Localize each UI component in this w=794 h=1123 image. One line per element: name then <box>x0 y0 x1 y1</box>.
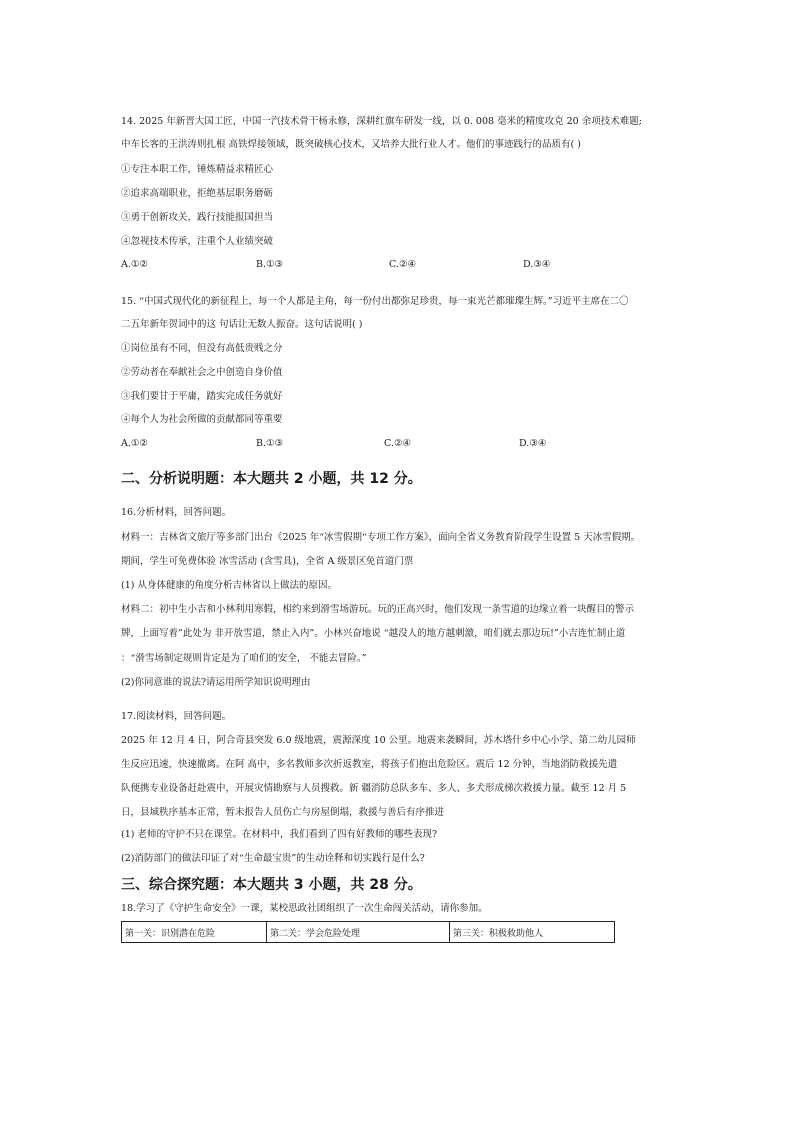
q15-item-1: ①岗位虽有不同，但没有高低贵贱之分 <box>121 343 283 354</box>
q14-item-3: ③勇于创新攻关，践行技能报国担当 <box>121 212 274 223</box>
q14-option-a[interactable]: A.①② <box>121 259 148 270</box>
q15-option-a[interactable]: A.①② <box>121 438 148 449</box>
q16-title: 16.分析材料，回答问题。 <box>121 507 232 518</box>
q15-options <box>121 438 601 450</box>
q15-stem-line-1: 15. “中国式现代化的新征程上，每一个人都是主角，每一份付出都弥足珍贵，每一束光芒都璀璨生辉。”习近平主席在二〇 <box>121 296 629 307</box>
section-3-heading: 三、综合探究题：本大题共 3 小题，共 28 分。 <box>121 877 422 893</box>
q14-stem-line-2: 中车长客的王洪涛则扎根 高铁焊接领域，既突破核心技术，又培养大批行业人才。他们的事迹践行的品质有( ) <box>121 139 581 150</box>
table-row <box>122 922 615 943</box>
q17-material-line-3: 队便携专业设备赶赴震中，开展灾情勘察与人员搜救。新 疆消防总队多车、多人、多犬形成梯次救援力量。截至 12 月 5 <box>121 783 627 794</box>
q18-intro: 18.学习了《守护生命安全》一课，某校思政社团组织了一次生命闯关活动，请你参加。 <box>121 903 488 914</box>
q14-item-2: ②追求高端职业，拒绝基层职务磨砺 <box>121 188 274 199</box>
q14-options <box>121 259 601 271</box>
q16-material-1-line-2: 期间，学生可免费体验 冰雪活动 (含雪具)，全省 A 级景区免首道门票 <box>121 556 414 567</box>
q15-option-d[interactable]: D.③④ <box>519 438 547 449</box>
q15-item-4: ④每个人为社会所做的贡献都同等重要 <box>121 414 283 425</box>
q14-item-1: ①专注本职工作，锤炼精益求精匠心 <box>121 164 274 175</box>
q16-subquestion-1: (1) 从身体健康的角度分析吉林省以上做法的原因。 <box>121 580 337 591</box>
level-3-cell: 第三关：积极救助他人 <box>450 922 615 943</box>
level-1-cell: 第一关：识别潜在危险 <box>122 922 267 943</box>
q16-material-2-line-1: 材料二：初中生小吉和小林利用寒假，相约来到滑雪场游玩。玩的正高兴时，他们发现一条雪道的边缘立着一块醒目的警示 <box>121 604 635 615</box>
q17-title: 17.阅读材料，回答问题。 <box>121 711 232 722</box>
q15-item-3: ③我们要甘于平庸，踏实完成任务就好 <box>121 391 283 402</box>
q17-subquestion-1: (1) 老师的守护不只在课堂。在材料中，我们看到了四有好教师的哪些表现? <box>121 829 438 840</box>
q15-item-2: ②劳动者在奉献社会之中创造自身价值 <box>121 367 283 378</box>
q17-material-line-2: 生反应迅速，快速撤离。在阿 高中，多名教师多次折返教室，将孩子们抱出危险区。震后 12 分钟，当地消防救援先遣 <box>121 759 618 770</box>
q15-stem-line-2: 二五年新年贺词中的这 句话让无数人振奋。这句话说明( ) <box>121 319 363 330</box>
q17-material-line-4: 日，县域秩序基本正常，暂未报告人员伤亡与房屋倒塌，救援与善后有序推进 <box>121 807 445 818</box>
q18-levels-table <box>121 921 615 943</box>
q16-subquestion-2: (2)你同意谁的说法?请运用所学知识说明理由 <box>121 677 311 688</box>
q16-material-2-line-3: ：“滑雪场制定规则肯定是为了咱们的安全， 不能去冒险。” <box>121 653 367 664</box>
q17-material-line-1: 2025 年 12 月 4 日，阿合奇县突发 6.0 级地震，震源深度 10 公里。地震来袭瞬间，苏木塔什乡中心小学、第二幼儿园师 <box>121 735 636 746</box>
q14-option-b[interactable]: B.①③ <box>256 259 284 270</box>
q14-item-4: ④忽视技术传承，注重个人业绩突破 <box>121 236 274 247</box>
q16-material-1-line-1: 材料一：吉林省文旅厅等多部门出台《2025 年“冰雪假期“专项工作方案》，面向全省义务教育阶段学生设置 5 天冰雪假期。 <box>121 532 641 543</box>
q17-subquestion-2: (2)消防部门的做法印证了对“生命最宝贵”的生动诠释和切实践行是什么? <box>121 853 425 864</box>
q14-option-d[interactable]: D.③④ <box>523 259 551 270</box>
q15-option-b[interactable]: B.①③ <box>256 438 284 449</box>
q14-option-c[interactable]: C.②④ <box>389 259 416 270</box>
q16-material-2-line-2: 牌，上面写着”此处为 非开放雪道，禁止入内”。小林兴奋地说 “越没人的地方越刺激，咱们就去那边玩!”小吉连忙制止道 <box>121 628 626 639</box>
q14-stem-line-1: 14. 2025 年新晋大国工匠，中国一汽技术骨干杨永修，深耕红旗车研发一线，以 0. 008 毫米的精度攻克 20 余项技术难题; <box>121 116 642 127</box>
section-2-heading: 二、分析说明题：本大题共 2 小题，共 12 分。 <box>121 471 422 487</box>
q15-option-c[interactable]: C.②④ <box>384 438 411 449</box>
level-2-cell: 第二关：学会危险处理 <box>267 922 450 943</box>
